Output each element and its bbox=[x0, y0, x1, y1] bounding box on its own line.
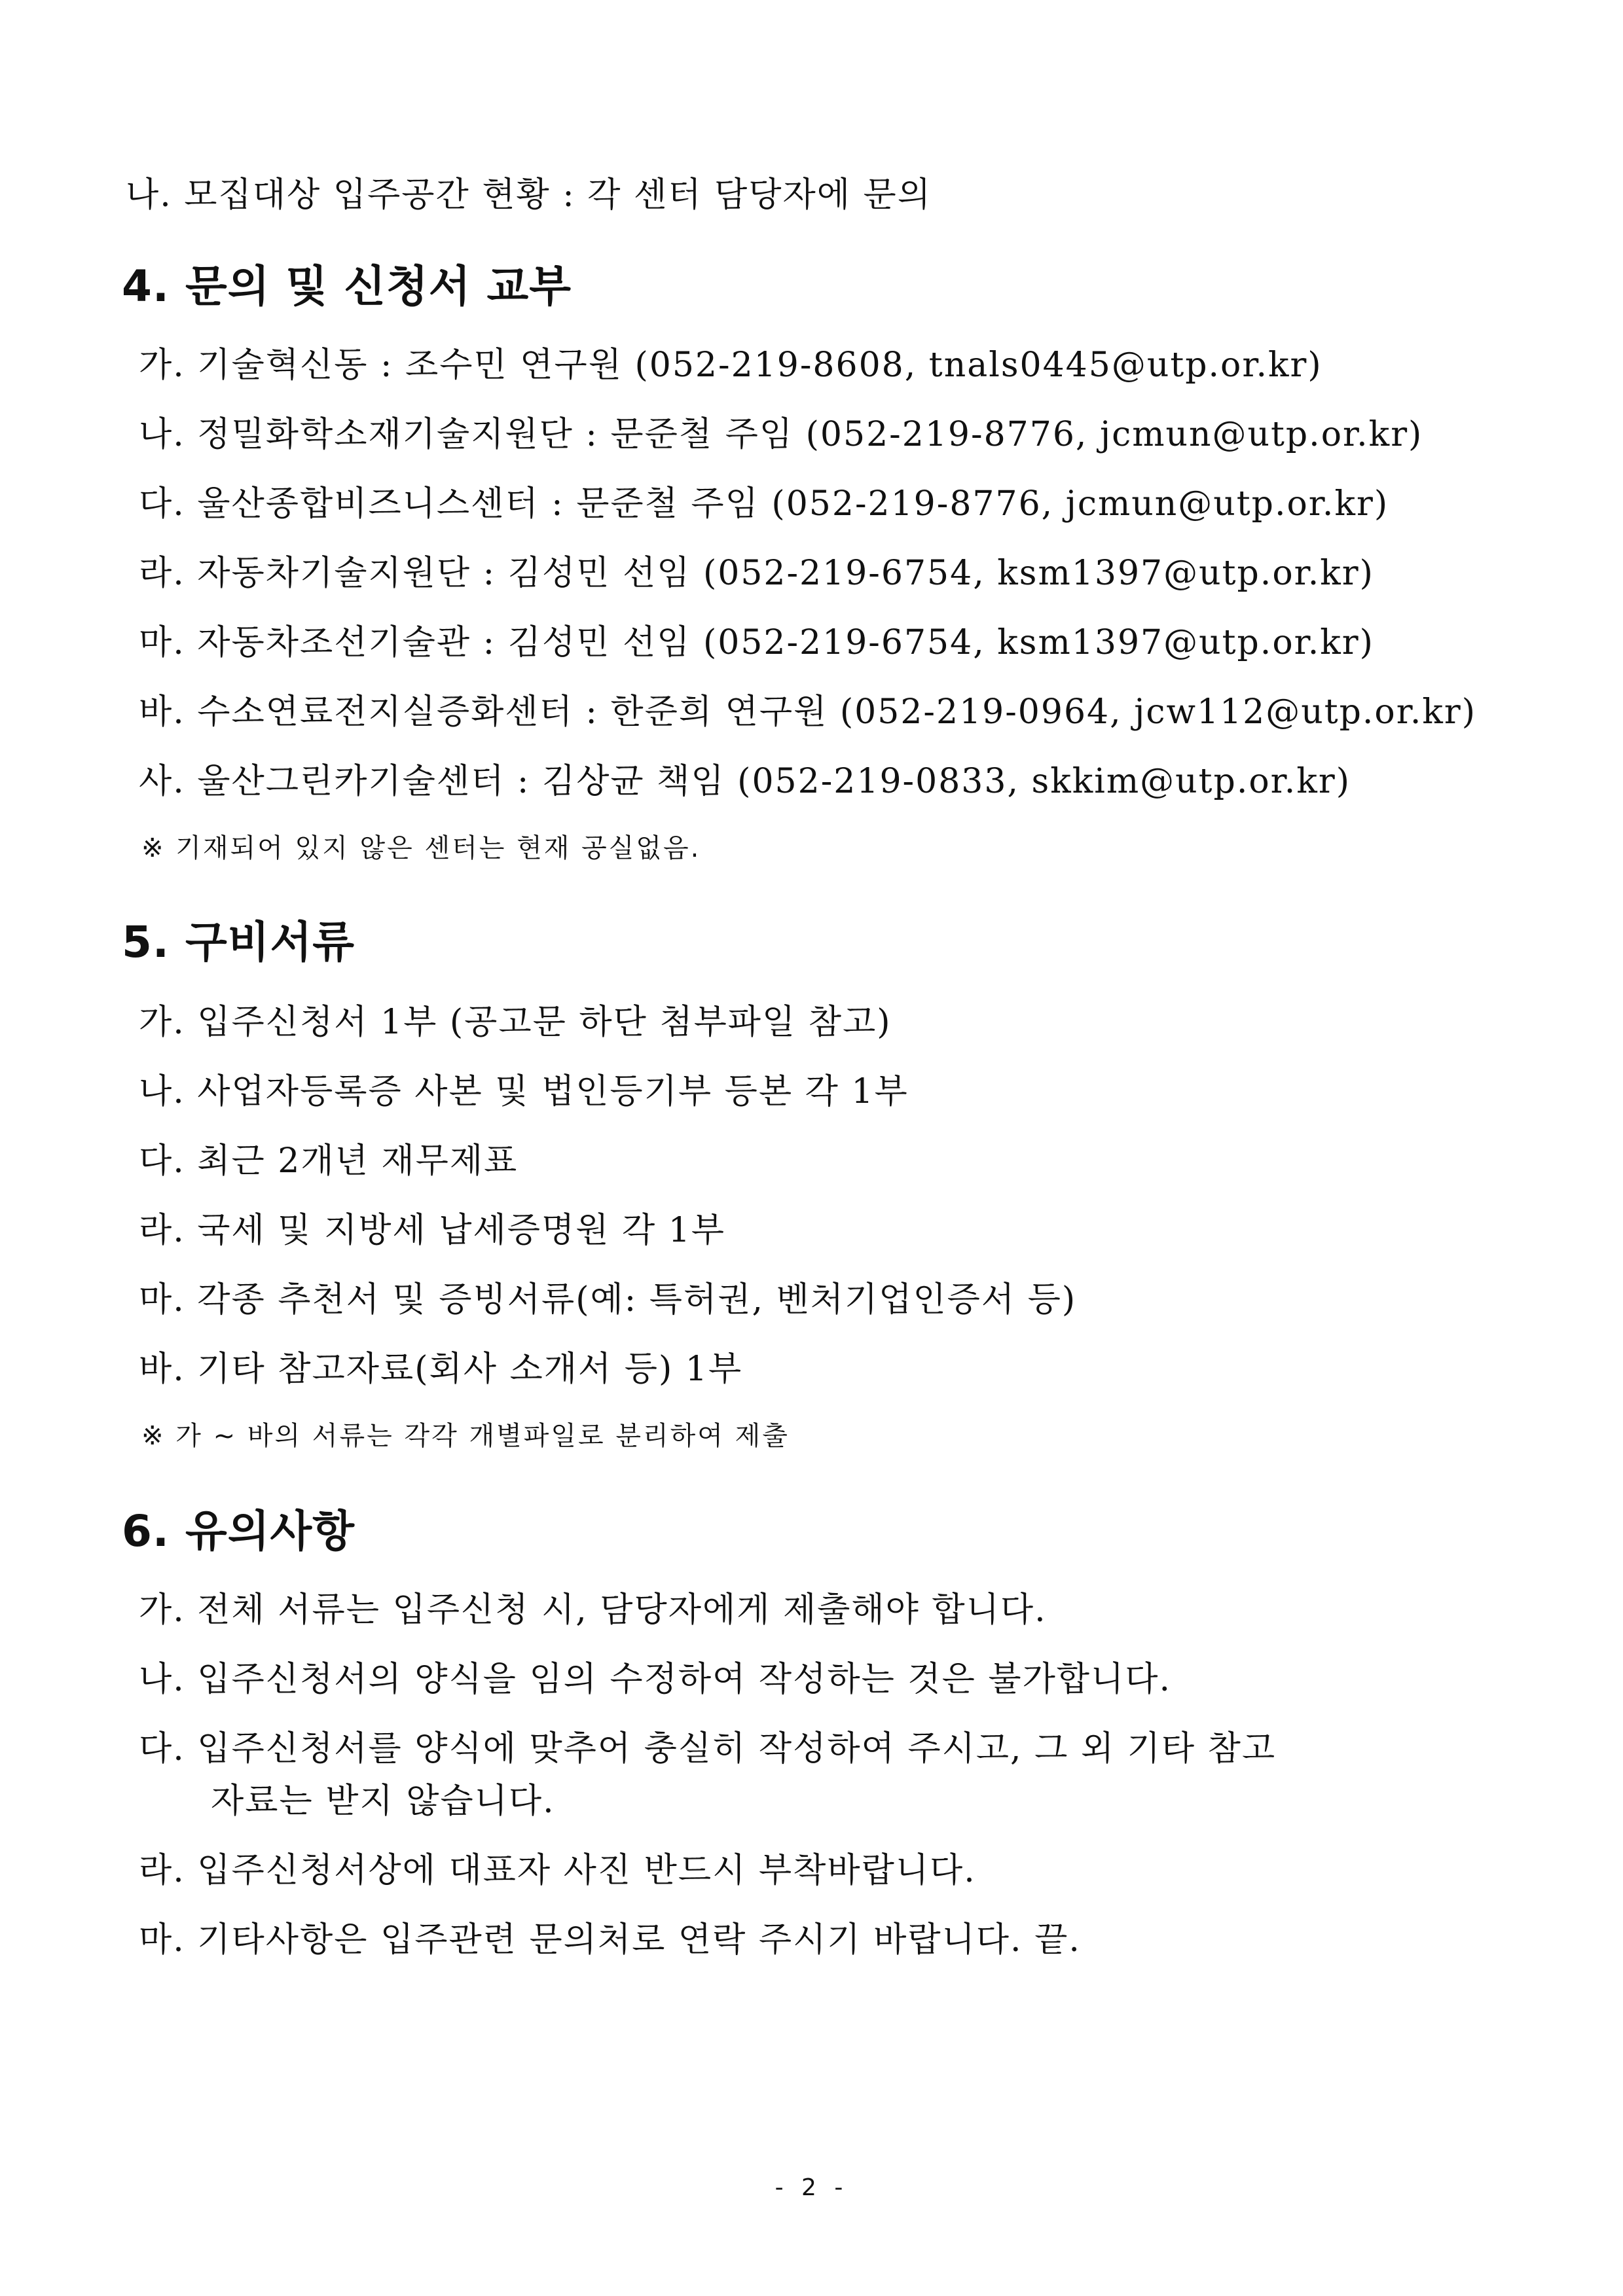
page-number: - 2 - bbox=[775, 2174, 848, 2201]
sec4-item-sa: 사. 울산그린카기술센터 : 김상균 책임 (052-219-0833, skkim@utp.or.kr) bbox=[139, 762, 1351, 801]
sec4-item-ma: 마. 자동차조선기술관 : 김성민 선임 (052-219-6754, ksm1397@utp.or.kr) bbox=[139, 623, 1374, 662]
sec5-note: ※ 가 ~ 바의 서류는 각각 개별파일로 분리하여 제출 bbox=[141, 1421, 790, 1451]
sec6-item-ma: 마. 기타사항은 입주관련 문의처로 연락 주시기 바랍니다. 끝. bbox=[139, 1920, 1081, 1960]
intro-line: 나. 모집대상 입주공간 현황 : 각 센터 담당자에 문의 bbox=[126, 175, 932, 215]
sec5-item-ba: 바. 기타 참고자료(회사 소개서 등) 1부 bbox=[139, 1350, 743, 1389]
sec5-item-na: 나. 사업자등록증 사본 및 법인등기부 등본 각 1부 bbox=[139, 1072, 909, 1111]
sec4-item-ba: 바. 수소연료전지실증화센터 : 한준희 연구원 (052-219-0964, jcw112@utp.or.kr) bbox=[139, 692, 1477, 732]
sec6-item-na: 나. 입주신청서의 양식을 임의 수정하여 작성하는 것은 불가합니다. bbox=[139, 1660, 1172, 1699]
section-5-title: 5. 구비서류 bbox=[122, 917, 355, 967]
sec4-item-na: 나. 정밀화학소재기술지원단 : 문준철 주임 (052-219-8776, jcmun@utp.or.kr) bbox=[139, 415, 1423, 454]
sec5-item-da: 다. 최근 2개년 재무제표 bbox=[139, 1141, 519, 1181]
sec5-item-ga: 가. 입주신청서 1부 (공고문 하단 첨부파일 참고) bbox=[139, 1003, 892, 1042]
sec5-item-ra: 라. 국세 및 지방세 납세증명원 각 1부 bbox=[139, 1211, 726, 1250]
sec4-item-ga: 가. 기술혁신동 : 조수민 연구원 (052-219-8608, tnals0445@utp.or.kr) bbox=[139, 346, 1322, 385]
sec4-item-ra: 라. 자동차기술지원단 : 김성민 선임 (052-219-6754, ksm1397@utp.or.kr) bbox=[139, 554, 1374, 593]
sec6-item-ra: 라. 입주신청서상에 대표자 사진 반드시 부착바랍니다. bbox=[139, 1851, 976, 1890]
sec4-note: ※ 기재되어 있지 않은 센터는 현재 공실없음. bbox=[141, 833, 701, 863]
sec5-item-ma: 마. 각종 추천서 및 증빙서류(예: 특허권, 벤처기업인증서 등) bbox=[139, 1280, 1077, 1319]
section-6-title: 6. 유의사항 bbox=[122, 1506, 355, 1556]
sec6-item-da: 다. 입주신청서를 양식에 맞추어 충실히 작성하여 주시고, 그 외 기타 참고 bbox=[139, 1729, 1277, 1768]
sec4-item-da: 다. 울산종합비즈니스센터 : 문준철 주임 (052-219-8776, jcmun@utp.or.kr) bbox=[139, 484, 1389, 524]
sec6-item-da-cont: 자료는 받지 않습니다. bbox=[211, 1782, 555, 1821]
section-4-title: 4. 문의 및 신청서 교부 bbox=[122, 261, 572, 312]
sec6-item-ga: 가. 전체 서류는 입주신청 시, 담당자에게 제출해야 합니다. bbox=[139, 1590, 1047, 1630]
